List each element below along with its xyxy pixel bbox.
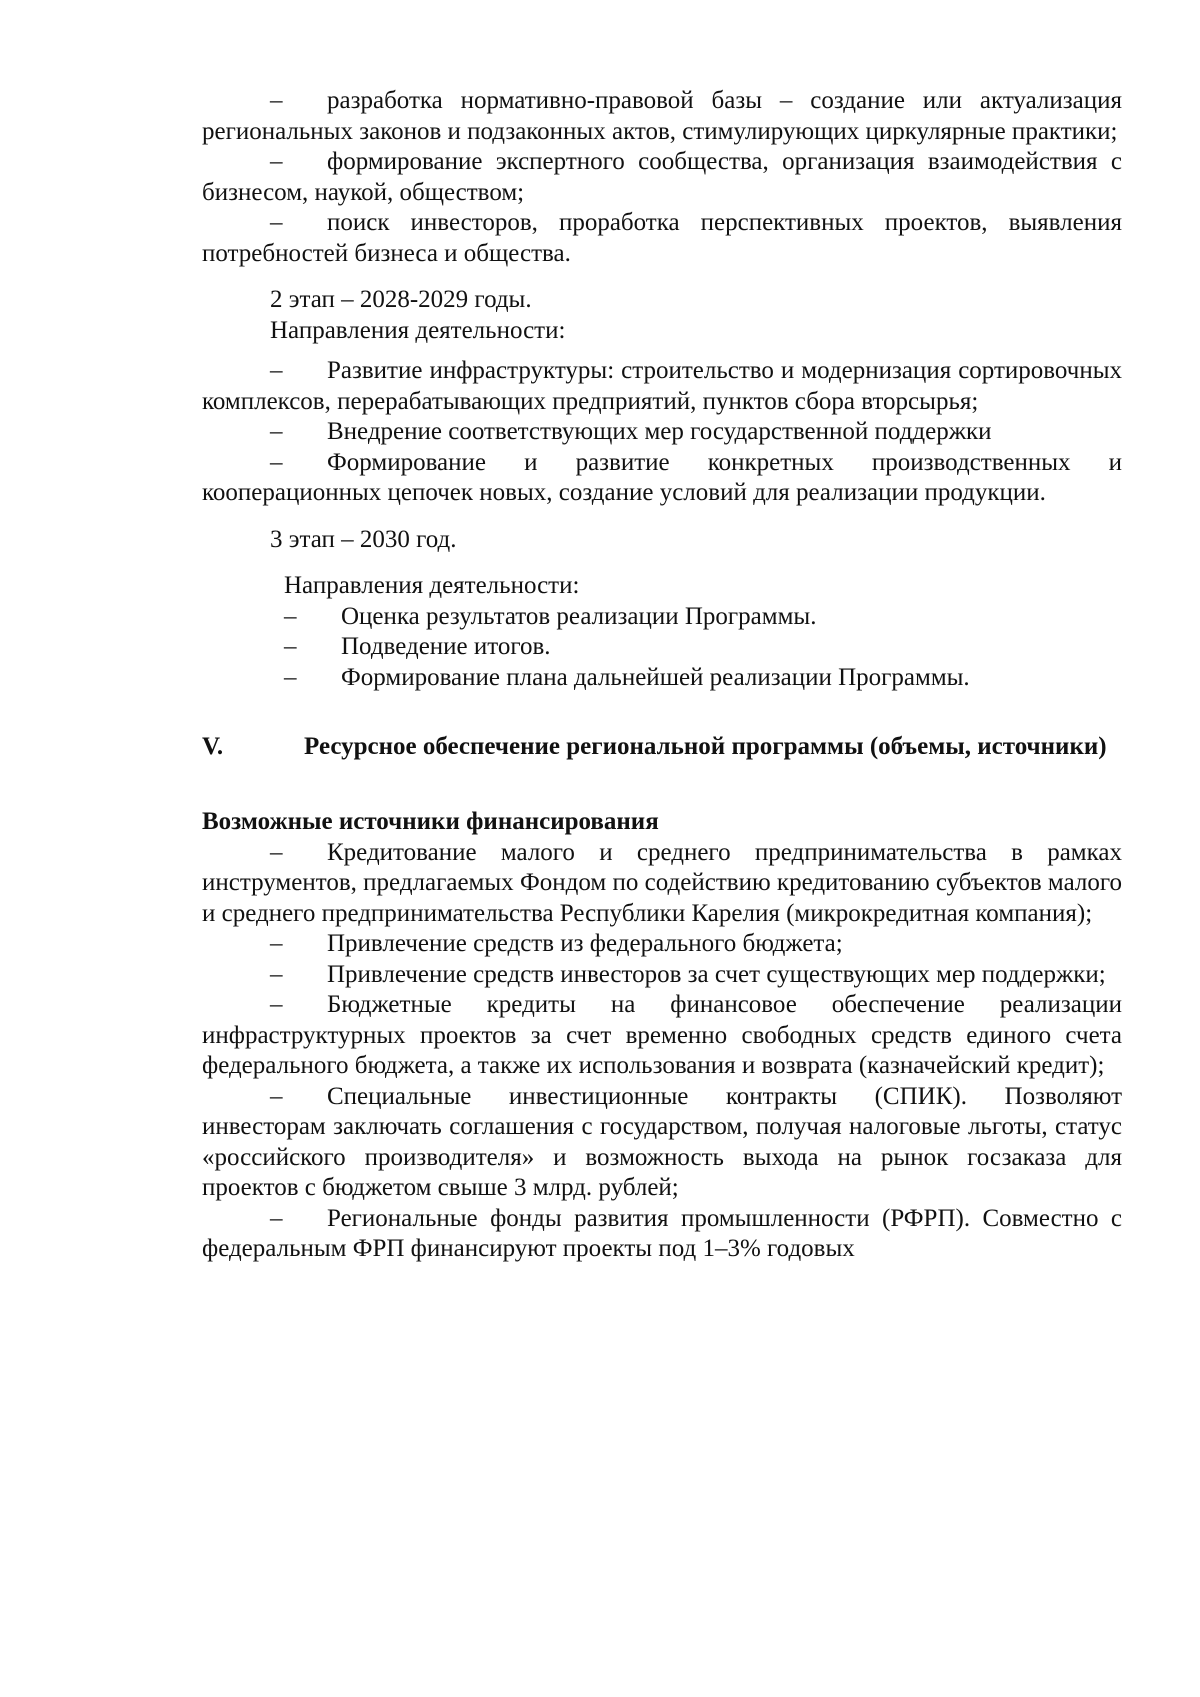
stage-3-directions-label: Направления деятельности: — [284, 572, 580, 599]
list-item — [202, 448, 1122, 509]
stage-2-title: 2 этап – 2028-2029 годы. — [270, 286, 532, 313]
list-item-text: Подведение итогов. — [341, 633, 551, 660]
list-item — [202, 838, 1122, 930]
dash-marker: – — [270, 838, 283, 866]
dash-marker: – — [270, 960, 283, 988]
dash-marker: – — [270, 991, 283, 1018]
list-item-text: поиск инвесторов, проработка перспективных проектов, выявления потребностей бизнеса и общества. — [202, 209, 1122, 267]
dash-marker: – — [270, 148, 283, 175]
dash-marker: – — [270, 87, 283, 114]
list-item — [202, 990, 1122, 1082]
list-item — [202, 1082, 1122, 1204]
dash-marker: – — [270, 357, 283, 384]
document-body — [202, 86, 1122, 1265]
dash-marker: – — [270, 209, 283, 236]
list-item-text: Оценка результатов реализации Программы. — [341, 602, 817, 630]
list-item — [202, 356, 1122, 417]
list-item — [202, 1204, 1122, 1265]
list-item-text: Региональные фонды развития промышленности (РФРП). Совместно с федеральным ФРП финансируют проекты под 1–3% годовых — [202, 1204, 1122, 1262]
list-item-text: Привлечение средств из федерального бюджета; — [327, 930, 843, 957]
list-item — [202, 602, 1122, 633]
list-item-text: Кредитование малого и среднего предпринимательства в рамках инструментов, предлагаемых Фондом по содействию кредитованию субъектов малого и среднего предпринимательства Республики Карелия (микрокредитная компания); — [202, 838, 1122, 927]
section-number: V. — [202, 733, 224, 760]
list-item-text: формирование экспертного сообщества, организация взаимодействия с бизнесом, наукой, обществом; — [202, 148, 1122, 206]
list-item — [202, 663, 1122, 694]
financing-heading: Возможные источники финансирования — [202, 808, 659, 835]
stage-3-title: 3 этап – 2030 год. — [270, 525, 457, 553]
dash-marker: – — [270, 448, 283, 476]
dash-marker: – — [270, 930, 283, 957]
list-item — [202, 929, 1122, 960]
list-item — [202, 632, 1122, 663]
list-item-text: Внедрение соответствующих мер государственной поддержки — [327, 418, 992, 445]
list-item-text: Бюджетные кредиты на финансовое обеспечение реализации инфраструктурных проектов за счет временно свободных средств единого счета федерального бюджета, а также их использования и возврата (казначейский кредит); — [202, 991, 1122, 1079]
stage-2-directions-label: Направления деятельности: — [270, 316, 566, 344]
list-item — [202, 208, 1122, 269]
list-item-text: Развитие инфраструктуры: строительство и модернизация сортировочных комплексов, перерабатывающих предприятий, пунктов сбора вторсырья; — [202, 357, 1122, 415]
list-item-text: Формирование плана дальнейшей реализации Программы. — [341, 663, 970, 691]
list-item — [202, 147, 1122, 208]
list-item-text: Формирование и развитие конкретных производственных и кооперационных цепочек новых, создание условий для реализации продукции. — [202, 448, 1122, 506]
dash-marker: – — [270, 418, 283, 445]
dash-marker: – — [284, 633, 297, 660]
list-item-text: разработка нормативно-правовой базы – создание или актуализация региональных законов и подзаконных актов, стимулирующих циркулярные практики; — [202, 87, 1122, 145]
dash-marker: – — [270, 1204, 283, 1232]
list-item — [202, 417, 1122, 448]
dash-marker: – — [284, 602, 297, 630]
list-item — [202, 960, 1122, 991]
section-title: Ресурсное обеспечение региональной программы (объемы, источники) — [304, 733, 1107, 760]
list-item-text: Привлечение средств инвесторов за счет существующих мер поддержки; — [327, 960, 1106, 988]
dash-marker: – — [270, 1082, 283, 1110]
list-item-text: Специальные инвестиционные контракты (СПИК). Позволяют инвесторам заключать соглашения с государством, получая налоговые льготы, статус «российского производителя» и возможность выхода на рынок госзаказа для проектов с бюджетом свыше 3 млрд. рублей; — [202, 1082, 1122, 1201]
list-item — [202, 86, 1122, 147]
dash-marker: – — [284, 663, 297, 691]
section-heading — [202, 729, 1122, 765]
